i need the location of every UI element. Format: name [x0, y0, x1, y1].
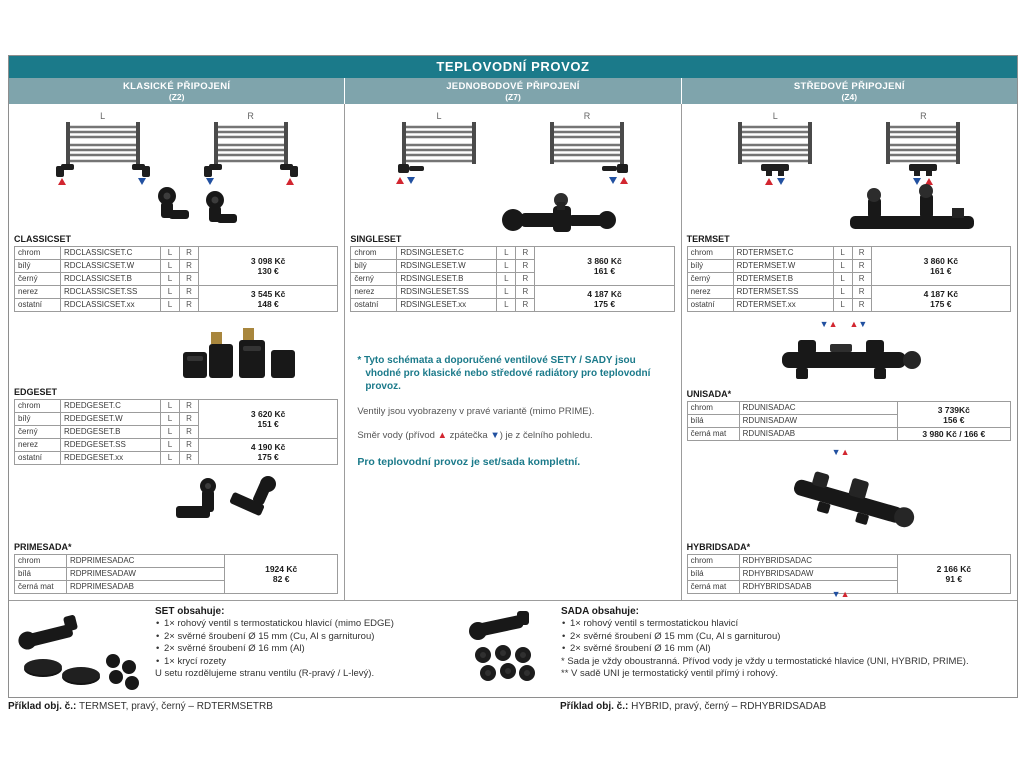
supply-arrow-icon: ▲	[840, 447, 850, 457]
cell-color-name: ostatní	[351, 299, 397, 312]
cell-variant-right: R	[516, 247, 535, 260]
header-singlepoint-connection: JEDNOBODOVÉ PŘIPOJENÍ (Z7)	[344, 78, 680, 104]
cell-price: 3 739Kč 156 €	[897, 402, 1010, 428]
cell-color-name: nerez	[15, 439, 61, 452]
variant-label-l: L	[100, 111, 106, 121]
cell-order-code: RDHYBRIDSADAC	[739, 555, 897, 568]
cell-variant-right: R	[180, 439, 199, 452]
sada-kit-photo	[461, 609, 556, 691]
variant-label-r: R	[247, 111, 254, 121]
set-contents-box	[155, 605, 457, 681]
table-row	[15, 247, 338, 260]
cell-color-name: bílý	[687, 260, 733, 273]
cell-color-name: černý	[15, 426, 61, 439]
cell-variant-left: L	[497, 273, 516, 286]
cell-variant-left: L	[161, 273, 180, 286]
cell-variant-right: R	[852, 247, 871, 260]
cell-variant-left: L	[497, 260, 516, 273]
cell-variant-left: L	[497, 299, 516, 312]
cell-variant-left: L	[497, 247, 516, 260]
cell-variant-right: R	[180, 286, 199, 299]
cell-variant-left: L	[833, 286, 852, 299]
cell-order-code: RDCLASSICSET.C	[61, 247, 161, 260]
cell-color-name: bílá	[687, 415, 739, 428]
product-name-singleset: SINGLESET	[350, 234, 402, 244]
sada-contents-list	[561, 618, 1013, 656]
cell-order-code: RDCLASSICSET.W	[61, 260, 161, 273]
set-note: U setu rozdělujeme stranu ventilu (R-pravý / L-levý).	[155, 668, 375, 679]
column-central-connection	[681, 104, 1017, 600]
variant-label-l: L	[772, 111, 778, 121]
radiator-schematics-z4	[682, 110, 1017, 186]
cell-order-code: RDUNISADAC	[739, 402, 897, 415]
cell-variant-left: L	[161, 452, 180, 465]
cell-price: 2 166 Kč 91 €	[897, 555, 1010, 594]
table-row	[351, 286, 674, 299]
cell-order-code: RDCLASSICSET.xx	[61, 299, 161, 312]
cell-order-code: RDPRIMESADAB	[67, 581, 225, 594]
cell-color-name: černá mat	[15, 581, 67, 594]
supply-arrow-icon: ▲	[840, 589, 850, 599]
flow-direction-mark-hybrid	[832, 448, 850, 457]
cell-color-name: ostatní	[15, 299, 61, 312]
cell-price: 3 980 Kč / 166 €	[897, 428, 1010, 441]
example-value: HYBRID, pravý, černý – RDHYBRIDSADAB	[631, 701, 827, 712]
cell-order-code: RDUNISADAW	[739, 415, 897, 428]
cell-order-code: RDEDGESET.C	[61, 400, 161, 413]
variant-label-r: R	[583, 111, 591, 121]
product-name-termset: TERMSET	[686, 234, 730, 244]
return-arrow-icon: ▼	[831, 447, 841, 457]
edgeset-table	[14, 399, 338, 465]
set-contents-list	[155, 618, 457, 668]
cell-color-name: chrom	[351, 247, 397, 260]
cell-variant-right: R	[180, 273, 199, 286]
supply-arrow-icon: ▲	[828, 319, 838, 329]
cell-color-name: černý	[351, 273, 397, 286]
note-valves-variant: Ventily jsou vyobrazeny v pravé variantě (mimo PRIME).	[357, 406, 595, 417]
note-complete-set: Pro teplovodní provoz je set/sada kompletní.	[357, 456, 581, 468]
cell-variant-left: L	[161, 260, 180, 273]
example-value: TERMSET, pravý, černý – RDTERMSETRB	[78, 701, 273, 712]
cell-order-code: RDTERMSET.W	[733, 260, 833, 273]
cell-order-code: RDPRIMESADAC	[67, 555, 225, 568]
cell-order-code: RDEDGESET.xx	[61, 452, 161, 465]
cell-variant-right: R	[180, 400, 199, 413]
table-row	[687, 286, 1010, 299]
table-row	[687, 555, 1010, 568]
termset-product-photo	[842, 184, 982, 239]
example-order-right	[560, 701, 826, 712]
table-row	[15, 400, 338, 413]
cell-color-name: černý	[15, 273, 61, 286]
cell-order-code: RDTERMSET.C	[733, 247, 833, 260]
cell-order-code: RDCLASSICSET.SS	[61, 286, 161, 299]
cell-variant-right: R	[180, 260, 199, 273]
note-schemes: * Tyto schémata a doporučené ventilové SETY / SADY jsou vhodné pro klasické nebo středové radiátory pro teplovodní provoz.	[357, 355, 651, 392]
cell-variant-right: R	[852, 273, 871, 286]
unisada-table	[687, 401, 1011, 441]
cell-color-name: černý	[687, 273, 733, 286]
cell-color-name: černá mat	[687, 428, 739, 441]
radiator-schematic-right-z7	[532, 110, 642, 186]
cell-order-code: RDTERMSET.SS	[733, 286, 833, 299]
termset-section	[687, 234, 1011, 312]
cell-color-name: bílá	[687, 568, 739, 581]
return-arrow-icon: ▼	[819, 319, 829, 329]
singleset-section	[350, 234, 674, 312]
set-contents-title: SET obsahuje:	[155, 606, 225, 617]
cell-order-code: RDPRIMESADAW	[67, 568, 225, 581]
cell-price: 4 187 Kč 175 €	[535, 286, 674, 312]
cell-color-name: chrom	[15, 400, 61, 413]
radiator-schematic-left-z4	[720, 110, 830, 186]
product-name-hybridsada: HYBRIDSADA*	[686, 542, 751, 552]
cell-color-name: bílý	[351, 260, 397, 273]
cell-color-name: ostatní	[687, 299, 733, 312]
cell-variant-left: L	[833, 299, 852, 312]
unisada-section	[687, 389, 1011, 441]
cell-order-code: RDSINGLESET.xx	[397, 299, 497, 312]
table-row	[687, 247, 1010, 260]
cell-variant-left: L	[161, 413, 180, 426]
classicset-section	[14, 234, 338, 312]
cell-variant-left: L	[833, 260, 852, 273]
table-row	[687, 428, 1010, 441]
list-item: • 2× svěrné šroubení Ø 16 mm (Al)	[561, 643, 1013, 656]
cell-variant-right: R	[516, 260, 535, 273]
radiator-schematic-right-z2	[196, 110, 306, 186]
cell-variant-right: R	[516, 299, 535, 312]
cell-order-code: RDSINGLESET.SS	[397, 286, 497, 299]
cell-color-name: bílý	[15, 260, 61, 273]
list-item: • 2× svěrné šroubení Ø 15 mm (Cu, Al s garniturou)	[561, 631, 1013, 644]
note-water-direction: Směr vody (přívod ▲ zpátečka ▼) je z čelního pohledu.	[357, 430, 593, 441]
example-label: Příklad obj. č.:	[8, 701, 77, 712]
classicset-product-photo	[137, 184, 249, 236]
example-label: Příklad obj. č.:	[560, 701, 629, 712]
radiator-schematics-z7	[345, 110, 680, 186]
column-classic-connection	[9, 104, 344, 600]
cell-order-code: RDEDGESET.B	[61, 426, 161, 439]
cell-variant-left: L	[161, 247, 180, 260]
cell-color-name: nerez	[351, 286, 397, 299]
product-name-unisada: UNISADA*	[686, 389, 732, 399]
primesada-product-photo	[164, 472, 289, 540]
sada-contents-title: SADA obsahuje:	[561, 606, 639, 617]
supply-arrow-icon: ▲	[437, 430, 447, 441]
product-name-primesada: PRIMESADA*	[14, 542, 72, 552]
cell-color-name: bílá	[15, 568, 67, 581]
primesada-table	[14, 554, 338, 594]
cell-variant-right: R	[180, 426, 199, 439]
cell-variant-left: L	[833, 247, 852, 260]
table-row	[15, 555, 338, 568]
cell-color-name: nerez	[15, 286, 61, 299]
cell-color-name: chrom	[687, 555, 739, 568]
example-order-left	[8, 701, 273, 712]
variant-label-r: R	[920, 111, 927, 121]
return-arrow-icon: ▼	[490, 430, 500, 441]
radiator-schematics-z2	[9, 110, 344, 186]
singleset-table	[350, 246, 674, 312]
cell-variant-right: R	[180, 452, 199, 465]
header-central-connection: STŘEDOVÉ PŘIPOJENÍ (Z4)	[681, 78, 1017, 104]
cell-color-name: chrom	[687, 402, 739, 415]
info-notes	[357, 354, 669, 468]
sada-note-2: ** V sadě UNI je termostatický ventil přímý i rohový.	[561, 668, 778, 679]
sada-contents-box	[561, 605, 1013, 681]
cell-price: 4 187 Kč 175 €	[871, 286, 1010, 312]
radiator-schematic-right-z4	[868, 110, 978, 186]
edgeset-product-photo	[177, 326, 312, 386]
page-title: TEPLOVODNÍ PROVOZ	[9, 56, 1017, 78]
cell-color-name: nerez	[687, 286, 733, 299]
list-item: • 2× svěrné šroubení Ø 16 mm (Al)	[155, 643, 457, 656]
cell-variant-left: L	[497, 286, 516, 299]
cell-price: 3 098 Kč 130 €	[199, 247, 338, 286]
radiator-schematic-left-z2	[48, 110, 158, 186]
cell-order-code: RDEDGESET.W	[61, 413, 161, 426]
cell-order-code: RDTERMSET.B	[733, 273, 833, 286]
radiator-schematic-left-z7	[384, 110, 494, 186]
cell-variant-right: R	[180, 247, 199, 260]
cell-variant-right: R	[516, 273, 535, 286]
cell-variant-right: R	[852, 299, 871, 312]
cell-variant-left: L	[161, 286, 180, 299]
catalog-page	[8, 55, 1018, 698]
cell-variant-right: R	[180, 299, 199, 312]
primesada-section	[14, 542, 338, 594]
cell-order-code: RDHYBRIDSADAW	[739, 568, 897, 581]
cell-variant-left: L	[161, 426, 180, 439]
hybridsada-table	[687, 554, 1011, 594]
cell-color-name: bílý	[15, 413, 61, 426]
list-item: • 2× svěrné šroubení Ø 15 mm (Cu, Al s garniturou)	[155, 631, 457, 644]
flow-direction-mark-unisada	[820, 320, 868, 329]
cell-color-name: chrom	[15, 555, 67, 568]
table-row	[351, 247, 674, 260]
cell-color-name: chrom	[15, 247, 61, 260]
cell-order-code: RDSINGLESET.C	[397, 247, 497, 260]
cell-order-code: RDHYBRIDSADAB	[739, 581, 897, 594]
cell-variant-right: R	[516, 286, 535, 299]
cell-color-name: černá mat	[687, 581, 739, 594]
cell-order-code: RDSINGLESET.W	[397, 260, 497, 273]
cell-order-code: RDUNISADAB	[739, 428, 897, 441]
set-kit-photo	[13, 613, 148, 693]
order-examples	[0, 701, 1024, 715]
column-headers	[9, 78, 1017, 104]
column-singlepoint-connection	[344, 104, 680, 600]
cell-color-name: ostatní	[15, 452, 61, 465]
edgeset-section	[14, 387, 338, 465]
supply-arrow-icon: ▲	[849, 319, 859, 329]
product-name-edgeset: EDGESET	[14, 387, 58, 397]
table-row	[15, 286, 338, 299]
hybridsada-section	[687, 542, 1011, 594]
cell-order-code: RDEDGESET.SS	[61, 439, 161, 452]
cell-price: 4 190 Kč 175 €	[199, 439, 338, 465]
unisada-product-photo	[770, 332, 925, 387]
hybridsada-product-photo	[774, 462, 929, 544]
table-row	[15, 439, 338, 452]
termset-table	[687, 246, 1011, 312]
cell-price: 3 860 Kč 161 €	[535, 247, 674, 286]
cell-variant-right: R	[852, 286, 871, 299]
cell-variant-right: R	[852, 260, 871, 273]
classicset-table	[14, 246, 338, 312]
flow-direction-mark-bottom	[832, 590, 850, 599]
cell-price: 3 620 Kč 151 €	[199, 400, 338, 439]
cell-price: 1924 Kč 82 €	[225, 555, 338, 594]
cell-order-code: RDSINGLESET.B	[397, 273, 497, 286]
header-classic-connection: KLASICKÉ PŘIPOJENÍ (Z2)	[123, 81, 231, 102]
cell-variant-right: R	[180, 413, 199, 426]
cell-price: 3 860 Kč 161 €	[871, 247, 1010, 286]
list-item: • 1× rohový ventil s termostatickou hlavicí	[561, 618, 1013, 631]
cell-order-code: RDTERMSET.xx	[733, 299, 833, 312]
product-name-classicset: CLASSICSET	[14, 234, 72, 244]
cell-variant-left: L	[833, 273, 852, 286]
variant-label-l: L	[436, 111, 442, 121]
list-item: • 1× krycí rozety	[155, 656, 457, 669]
return-arrow-icon: ▼	[831, 589, 841, 599]
table-row	[687, 402, 1010, 415]
kit-contents-section	[9, 600, 1017, 697]
cell-variant-left: L	[161, 299, 180, 312]
cell-order-code: RDCLASSICSET.B	[61, 273, 161, 286]
list-item: • 1× rohový ventil s termostatickou hlavicí (mimo EDGE)	[155, 618, 457, 631]
cell-price: 3 545 Kč 148 €	[199, 286, 338, 312]
cell-variant-left: L	[161, 400, 180, 413]
sada-note-1: * Sada je vždy oboustranná. Přívod vody je vždy u termostatické hlavice (UNI, HYBRID, PRIME).	[561, 655, 969, 667]
cell-color-name: chrom	[687, 247, 733, 260]
return-arrow-icon: ▼	[858, 319, 868, 329]
cell-variant-left: L	[161, 439, 180, 452]
